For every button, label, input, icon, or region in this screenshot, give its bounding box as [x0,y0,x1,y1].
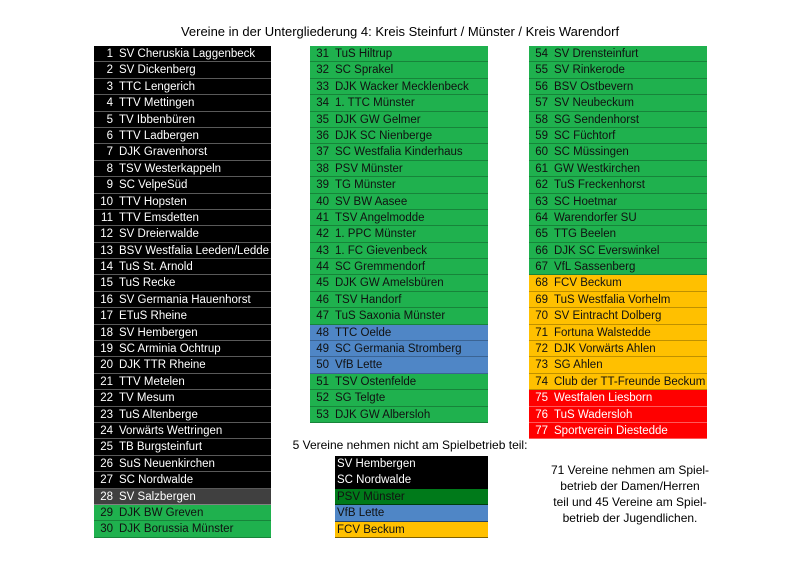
club-name: TG Münster [335,179,396,192]
club-column-1 [94,46,271,538]
club-number: 34 [316,97,329,110]
summary-line: betrieb der Jugendlichen. [562,511,698,525]
club-number: 27 [100,474,113,487]
club-name: SG Ahlen [554,359,603,372]
club-number: 3 [106,80,113,93]
club-row [94,112,271,128]
summary-line: 71 Vereine nehmen am Spiel- [550,463,710,477]
club-number: 31 [316,48,329,60]
club-number: 56 [535,80,548,93]
club-row [94,325,271,341]
club-number: 72 [535,343,548,356]
club-name: SC VelpeSüd [119,179,188,192]
inactive-clubs-title: 5 Vereine nehmen nicht am Spielbetrieb teil: [292,438,528,452]
club-row [94,308,271,324]
club-number: 18 [100,326,113,339]
club-row [529,341,707,357]
club-name: DJK BW Greven [119,506,204,519]
club-name: TSV Westerkappeln [119,162,222,175]
club-number: 19 [100,343,113,356]
club-number: 26 [100,457,113,470]
club-number: 13 [100,244,113,257]
club-name: DJK TTR Rheine [119,359,206,372]
club-column-3 [529,46,707,439]
club-row [94,194,271,210]
club-row [529,259,707,275]
club-number: 15 [100,277,113,290]
club-number: 45 [316,277,329,290]
club-number: 75 [535,392,548,405]
club-row [94,456,271,472]
club-name: TTG Beelen [554,228,616,241]
club-number: 51 [316,375,329,388]
club-name: SV BW Aasee [335,195,408,208]
club-number: 24 [100,424,113,437]
club-number: 40 [316,195,329,208]
club-number: 1 [106,48,113,60]
club-row [310,128,488,144]
club-number: 11 [101,211,113,224]
club-row [529,226,707,242]
club-name: TuS Saxonia Münster [335,310,446,323]
summary-line: teil und 45 Vereine am Spiel- [553,495,707,509]
club-row [310,341,488,357]
club-number: 35 [316,113,329,126]
club-row [310,259,488,275]
club-name: SV Dreierwalde [119,228,199,241]
inactive-club-row: PSV Münster [335,489,488,505]
club-row [529,423,707,439]
club-row [94,357,271,373]
club-name: TuS Wadersloh [554,408,633,421]
club-name: TV Ibbenbüren [119,113,196,126]
club-row [529,390,707,406]
inactive-clubs-list [335,456,488,538]
club-name: ETuS Rheine [119,310,187,323]
club-number: 29 [100,506,113,519]
club-name: TuS Hiltrup [335,48,393,60]
club-row [94,292,271,308]
club-name: SC Arminia Ochtrup [119,343,221,356]
club-row [94,390,271,406]
club-name: BSV Westfalia Leeden/Ledde [119,244,270,257]
club-row [310,62,488,78]
club-number: 57 [535,97,548,110]
club-name: DJK Wacker Mecklenbeck [335,80,469,93]
club-name: TuS Westfalia Vorhelm [554,293,671,306]
club-row [310,95,488,111]
club-row [94,505,271,521]
club-number: 43 [316,244,329,257]
club-number: 20 [100,359,113,372]
club-name: SC Sprakel [335,64,394,77]
club-row [529,243,707,259]
club-row [94,161,271,177]
club-row [529,177,707,193]
club-row [94,128,271,144]
club-number: 68 [535,277,548,290]
club-name: SC Nordwalde [119,474,194,487]
club-name: TuS St. Arnold [119,261,193,274]
club-row [529,46,707,62]
club-number: 73 [535,359,548,372]
club-row [529,62,707,78]
club-number: 59 [535,129,548,142]
club-row [529,325,707,341]
club-row [310,325,488,341]
club-row [529,407,707,423]
club-row [94,423,271,439]
club-number: 10 [100,195,113,208]
club-name: 1. PPC Münster [335,228,417,241]
club-name: TTV Metelen [119,375,185,388]
inactive-club-row: SV Hembergen [335,456,488,472]
club-row [94,489,271,505]
club-number: 48 [316,326,329,339]
club-name: SV Germania Hauenhorst [119,293,251,306]
club-name: 1. TTC Münster [335,97,415,110]
club-name: SV Cheruskia Laggenbeck [119,48,256,60]
club-number: 22 [100,392,113,405]
club-number: 33 [316,80,329,93]
club-number: 16 [100,293,113,306]
club-number: 60 [535,146,548,159]
club-number: 62 [535,179,548,192]
club-number: 44 [316,261,329,274]
club-row [310,210,488,226]
club-name: TSV Handorf [335,293,402,306]
club-row [310,243,488,259]
club-number: 32 [316,64,329,77]
club-row [310,112,488,128]
club-name: VfL Sassenberg [554,261,636,274]
club-number: 42 [316,228,329,241]
club-number: 74 [535,375,548,388]
club-row [529,357,707,373]
club-name: SG Sendenhorst [554,113,640,126]
club-name: BSV Ostbevern [554,80,634,93]
club-row [529,161,707,177]
club-number: 63 [535,195,548,208]
club-number: 65 [535,228,548,241]
club-number: 52 [316,392,329,405]
club-row [94,79,271,95]
summary-line: betrieb der Damen/Herren [560,479,700,493]
club-number: 23 [100,408,113,421]
club-row [310,194,488,210]
club-name: TTC Lengerich [119,80,196,93]
club-number: 12 [100,228,113,241]
club-row [310,144,488,160]
club-name: SV Salzbergen [119,490,196,503]
page-title: Vereine in der Untergliederung 4: Kreis Steinfurt / Münster / Kreis Warendorf [180,24,620,39]
club-row [94,374,271,390]
club-row [94,95,271,111]
club-row [529,95,707,111]
club-number: 67 [535,261,548,274]
club-name: DJK SC Nienberge [335,129,433,142]
club-row [310,407,488,423]
club-row [310,390,488,406]
club-number: 71 [535,326,548,339]
club-number: 49 [316,343,329,356]
club-number: 8 [106,162,113,175]
club-number: 50 [316,359,329,372]
club-number: 6 [106,129,113,142]
club-row [310,161,488,177]
club-number: 30 [100,523,113,536]
club-name: TTV Hopsten [119,195,187,208]
club-row [94,177,271,193]
club-name: SC Gremmendorf [335,261,426,274]
club-name: DJK Vorwärts Ahlen [554,343,656,356]
club-name: Warendorfer SU [554,211,637,224]
club-name: Club der TT-Freunde Beckum [554,375,706,388]
club-number: 64 [535,211,548,224]
summary-text [545,462,715,526]
club-name: DJK Gravenhorst [119,146,208,159]
club-name: TuS Altenberge [119,408,198,421]
club-row [94,521,271,537]
club-number: 66 [535,244,548,257]
club-number: 54 [535,48,548,60]
club-number: 55 [535,64,548,77]
club-name: 1. FC Gievenbeck [335,244,428,257]
club-number: 70 [535,310,548,323]
club-number: 77 [535,424,548,437]
club-name: DJK SC Everswinkel [554,244,660,257]
club-row [529,292,707,308]
club-name: FCV Beckum [554,277,622,290]
club-name: SV Drensteinfurt [554,48,639,60]
club-row [529,275,707,291]
club-number: 39 [316,179,329,192]
club-name: TSV Angelmodde [335,211,425,224]
club-name: SV Eintracht Dolberg [554,310,662,323]
club-name: TV Mesum [119,392,175,405]
club-number: 17 [100,310,113,323]
club-name: TB Burgsteinfurt [119,441,203,454]
club-row [529,210,707,226]
club-name: VfB Lette [335,359,383,372]
club-row [529,128,707,144]
club-name: TTC Oelde [335,326,392,339]
club-number: 38 [316,162,329,175]
club-number: 37 [316,146,329,159]
club-row [310,79,488,95]
club-name: Fortuna Walstedde [554,326,651,339]
club-row [529,144,707,160]
club-row [529,112,707,128]
club-name: DJK Borussia Münster [119,523,234,536]
club-row [94,275,271,291]
club-row [310,46,488,62]
club-name: TTV Mettingen [119,97,195,110]
club-number: 58 [535,113,548,126]
club-name: SC Füchtorf [554,129,616,142]
club-row [94,243,271,259]
club-name: SC Germania Stromberg [335,343,462,356]
club-row [310,292,488,308]
club-row [94,439,271,455]
club-number: 76 [535,408,548,421]
club-name: TTV Emsdetten [119,211,199,224]
club-name: DJK GW Gelmer [335,113,421,126]
club-name: TuS Recke [119,277,176,290]
inactive-club-row: SC Nordwalde [335,472,488,488]
club-number: 7 [106,146,113,159]
club-number: 14 [100,261,113,274]
club-row [529,308,707,324]
club-name: DJK GW Albersloh [335,408,431,421]
club-name: SG Telgte [335,392,386,405]
club-name: SV Hembergen [119,326,198,339]
club-row [94,407,271,423]
club-row [94,341,271,357]
club-row [94,210,271,226]
club-number: 5 [106,113,113,126]
club-name: DJK GW Amelsbüren [335,277,444,290]
club-row [94,46,271,62]
club-name: TuS Freckenhorst [554,179,645,192]
club-row [310,357,488,373]
club-name: PSV Münster [335,162,403,175]
club-name: SC Westfalia Kinderhaus [335,146,463,159]
club-number: 46 [316,293,329,306]
club-row [310,374,488,390]
club-number: 36 [316,129,329,142]
club-number: 47 [316,310,329,323]
club-name: Sportverein Diestedde [554,424,668,437]
club-row [529,79,707,95]
club-row [94,62,271,78]
club-row [529,374,707,390]
club-name: SV Dickenberg [119,64,196,77]
club-number: 41 [316,211,329,224]
club-name: SV Neubeckum [554,97,634,110]
club-row [529,194,707,210]
club-row [94,259,271,275]
club-number: 25 [100,441,113,454]
club-name: TTV Ladbergen [119,129,199,142]
club-name: TSV Ostenfelde [335,375,417,388]
club-number: 61 [535,162,548,175]
club-row [310,308,488,324]
club-row [94,472,271,488]
club-row [310,275,488,291]
club-name: Vorwärts Wettringen [119,424,223,437]
club-name: SC Müssingen [554,146,629,159]
club-number: 2 [106,64,113,77]
club-name: SuS Neuenkirchen [119,457,215,470]
club-number: 53 [316,408,329,421]
club-name: GW Westkirchen [554,162,641,175]
club-number: 69 [535,293,548,306]
club-row [94,144,271,160]
inactive-club-row: VfB Lette [335,505,488,521]
inactive-club-row: FCV Beckum [335,522,488,538]
club-number: 9 [106,179,113,192]
club-name: SV Rinkerode [554,64,625,77]
club-row [94,226,271,242]
club-name: Westfalen Liesborn [554,392,653,405]
club-number: 21 [100,375,113,388]
club-column-2 [310,46,488,423]
club-number: 28 [100,490,113,503]
club-number: 4 [106,97,113,110]
club-row [310,177,488,193]
club-row [310,226,488,242]
club-name: SC Hoetmar [554,195,618,208]
